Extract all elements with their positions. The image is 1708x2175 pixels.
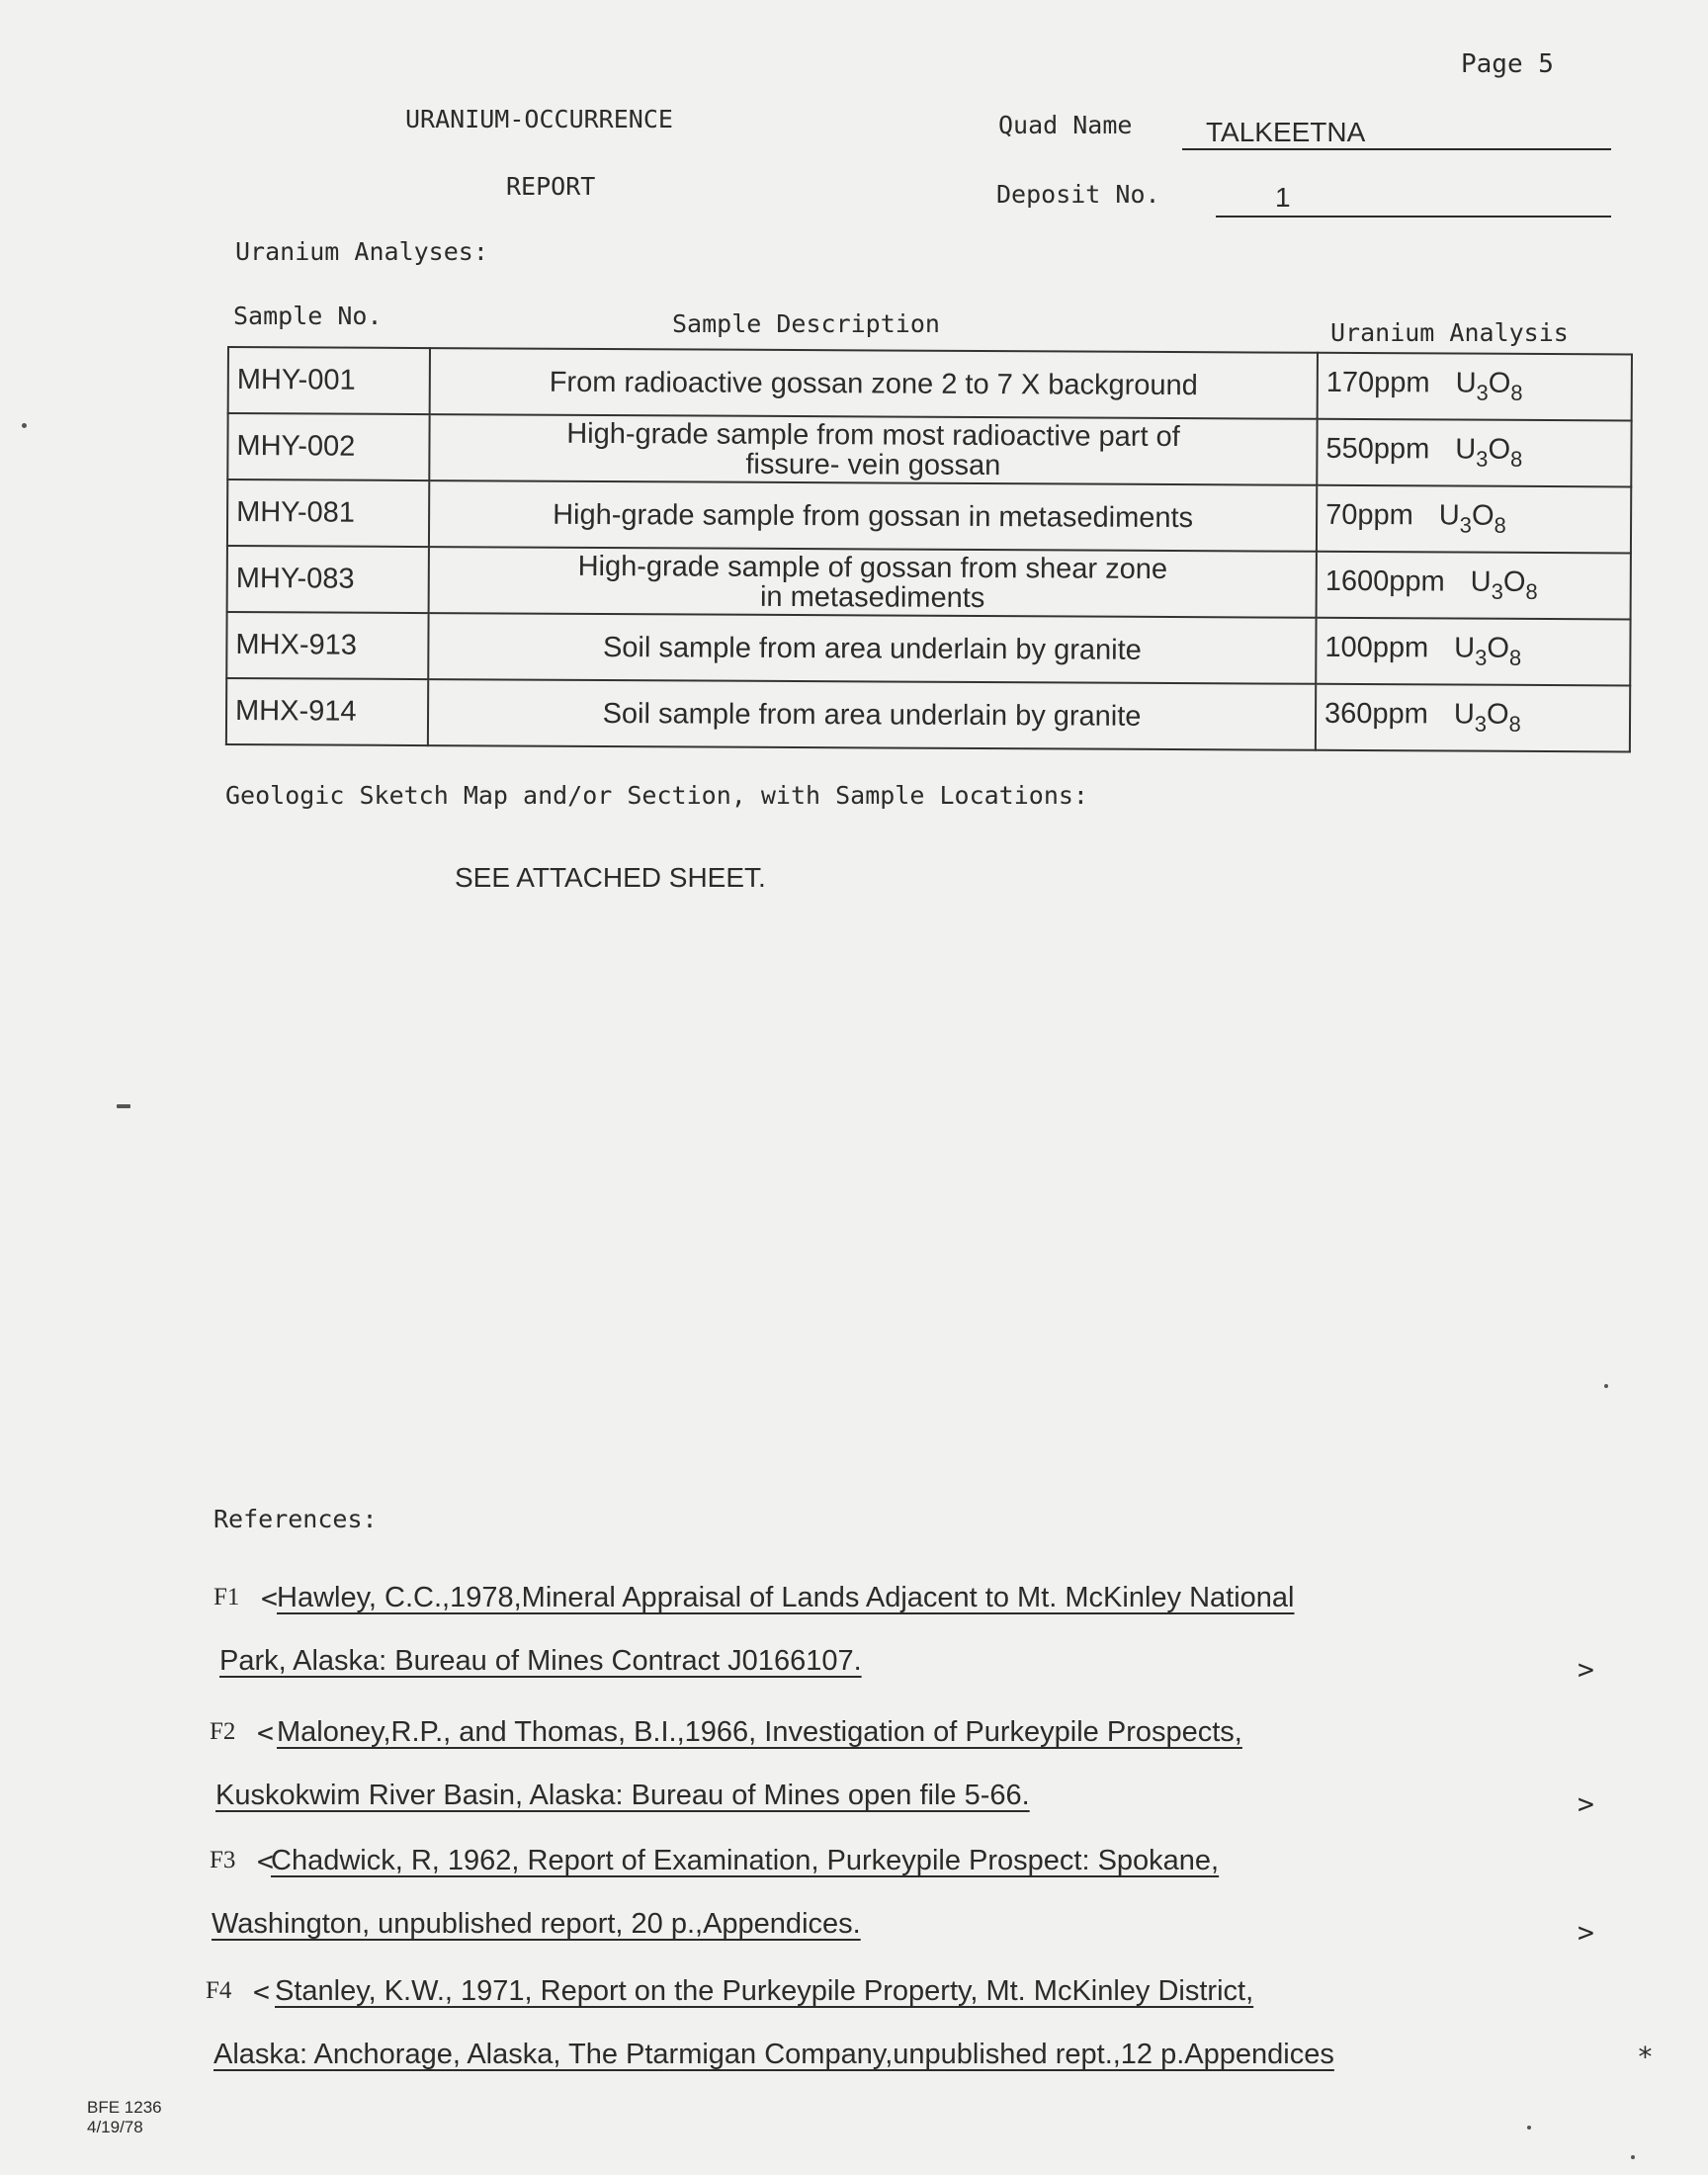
formula-element: O <box>1488 367 1511 399</box>
reference-line <box>277 1716 1242 1749</box>
sample-number-cell: MHY-001 <box>228 347 430 414</box>
formula-element: U <box>1453 698 1475 731</box>
formula-subscript: 3 <box>1475 645 1488 670</box>
sample-number-cell: MHY-081 <box>227 479 429 547</box>
reference-text: Park, Alaska: Bureau of Mines Contract J0166107. <box>219 1645 862 1677</box>
reference-line <box>212 1908 861 1941</box>
analysis-value: 70ppm <box>1325 498 1413 532</box>
reference-text: Alaska: Anchorage, Alaska, The Ptarmigan Company,unpublished rept.,12 p.Appendices <box>214 2039 1334 2070</box>
table-row <box>226 678 1630 751</box>
reference-text: Kuskokwim River Basin, Alaska: Bureau of Mines open file 5-66. <box>215 1780 1030 1811</box>
table-row <box>227 479 1631 553</box>
uranium-analyses-table <box>225 346 1633 752</box>
formula-subscript: 8 <box>1525 578 1538 604</box>
sample-description-cell <box>429 547 1317 618</box>
description-line: From radioactive gossan zone 2 to 7 X background <box>549 366 1198 401</box>
asterisk-mark: * <box>1637 2041 1654 2073</box>
scan-speck <box>1631 2155 1635 2159</box>
reference-line <box>214 2039 1334 2071</box>
uranium-analysis-cell <box>1317 419 1631 487</box>
analysis-value: 360ppm <box>1324 697 1428 731</box>
description-line: Soil sample from area underlain by granite <box>602 631 1142 666</box>
form-title: URANIUM-OCCURRENCE <box>405 105 673 133</box>
sample-number-cell: MHX-913 <box>226 612 428 679</box>
uranium-analysis-cell <box>1317 552 1631 620</box>
sample-description-cell <box>429 414 1317 485</box>
uranium-analysis-cell <box>1318 353 1632 421</box>
description-line: fissure- vein gossan <box>745 448 1001 481</box>
reference-open-mark: < <box>257 1716 274 1749</box>
reference-code: F2 <box>210 1718 236 1745</box>
deposit-number-field: 1 <box>1216 182 1611 218</box>
uranium-analysis-cell <box>1316 684 1630 752</box>
analysis-value: 1600ppm <box>1324 565 1445 598</box>
formula-subscript: 3 <box>1491 578 1503 604</box>
deposit-number-label: Deposit No. <box>996 180 1160 209</box>
description-line: High-grade sample from most radioactive part of <box>566 417 1180 453</box>
reference-open-mark: < <box>253 1975 270 2008</box>
formula-element: O <box>1488 433 1511 466</box>
sample-description-cell <box>428 613 1316 684</box>
table-row <box>226 612 1630 685</box>
formula-element: O <box>1486 698 1509 731</box>
formula-subscript: 3 <box>1474 711 1488 737</box>
reference-text: Washington, unpublished report, 20 p.,Appendices. <box>212 1908 861 1940</box>
formula-element: O <box>1487 632 1510 664</box>
formula-element: O <box>1502 566 1526 598</box>
form-code: BFE 1236 <box>87 2098 162 2117</box>
reference-text: Maloney,R.P., and Thomas, B.I.,1966, Investigation of Purkeypile Prospects, <box>277 1716 1242 1748</box>
reference-close-mark: > <box>1578 1916 1594 1949</box>
formula-subscript: 8 <box>1510 380 1523 405</box>
u3o8-formula <box>1454 632 1522 670</box>
reference-line <box>271 1845 1219 1877</box>
reference-line <box>215 1780 1030 1812</box>
formula-subscript: 3 <box>1476 446 1489 472</box>
formula-element: U <box>1455 433 1477 466</box>
scan-speck <box>117 1104 130 1108</box>
column-header-sample-description: Sample Description <box>672 309 940 338</box>
reference-text: Stanley, K.W., 1971, Report on the Purkeypile Property, Mt. McKinley District, <box>275 1975 1254 2007</box>
reference-code: F4 <box>206 1977 232 2004</box>
form-code-stamp <box>87 2098 162 2137</box>
reference-text: Hawley, C.C.,1978,Mineral Appraisal of Lands Adjacent to Mt. McKinley National <box>277 1582 1295 1613</box>
uranium-analysis-cell <box>1317 485 1631 554</box>
sample-description-cell <box>429 480 1317 552</box>
formula-subscript: 3 <box>1459 512 1473 538</box>
sample-number-cell: MHX-914 <box>226 678 428 745</box>
column-header-uranium-analysis: Uranium Analysis <box>1330 318 1569 347</box>
table-row <box>227 413 1631 486</box>
sample-number-cell: MHY-083 <box>227 546 429 613</box>
form-date: 4/19/78 <box>87 2118 143 2136</box>
sketch-map-note: SEE ATTACHED SHEET. <box>455 862 766 893</box>
analysis-value: 100ppm <box>1324 631 1429 664</box>
uranium-analyses-heading: Uranium Analyses: <box>235 237 488 266</box>
references-heading: References: <box>214 1505 378 1533</box>
formula-element: U <box>1454 632 1476 664</box>
page-number: Page 5 <box>1461 49 1554 79</box>
u3o8-formula <box>1455 433 1523 472</box>
u3o8-formula <box>1455 367 1523 405</box>
description-line: High-grade sample from gossan in metasediments <box>553 498 1194 534</box>
reference-line <box>275 1975 1253 2008</box>
table-row <box>227 546 1631 619</box>
uranium-analysis-cell <box>1316 618 1630 686</box>
reference-code: F1 <box>214 1584 240 1610</box>
column-header-sample-no: Sample No. <box>233 302 383 330</box>
description-line: High-grade sample of gossan from shear zone <box>577 550 1168 585</box>
sample-description-cell <box>428 679 1316 750</box>
description-line: Soil sample from area underlain by granite <box>602 697 1142 733</box>
formula-element: O <box>1471 499 1494 532</box>
sketch-map-heading: Geologic Sketch Map and/or Section, with Sample Locations: <box>225 781 1088 810</box>
description-line: in metasediments <box>759 580 985 614</box>
sample-description-cell <box>430 348 1318 419</box>
analysis-value: 550ppm <box>1325 432 1430 466</box>
reference-open-mark: < <box>261 1582 278 1614</box>
formula-element: U <box>1470 566 1492 598</box>
scan-speck <box>1604 1384 1608 1388</box>
formula-subscript: 3 <box>1476 380 1489 405</box>
quad-name-label: Quad Name <box>998 111 1133 139</box>
scan-speck <box>22 423 27 428</box>
form-subtitle: REPORT <box>506 172 596 201</box>
formula-element: U <box>1438 499 1460 532</box>
reference-close-mark: > <box>1578 1787 1594 1820</box>
u3o8-formula <box>1438 499 1506 538</box>
reference-line <box>277 1582 1294 1614</box>
formula-subscript: 8 <box>1509 446 1523 472</box>
analysis-value: 170ppm <box>1325 366 1430 399</box>
table-row <box>228 347 1632 420</box>
scan-speck <box>1527 2126 1531 2130</box>
reference-close-mark: > <box>1578 1653 1594 1686</box>
quad-name-field: TALKEETNA <box>1182 117 1611 150</box>
formula-element: U <box>1455 367 1477 399</box>
reference-line <box>219 1645 862 1678</box>
u3o8-formula <box>1470 566 1538 604</box>
formula-subscript: 8 <box>1494 512 1506 538</box>
u3o8-formula <box>1453 698 1521 737</box>
sample-number-cell: MHY-002 <box>227 413 429 480</box>
reference-code: F3 <box>210 1847 236 1873</box>
formula-subscript: 8 <box>1508 645 1522 670</box>
reference-text: Chadwick, R, 1962, Report of Examination, Purkeypile Prospect: Spokane, <box>271 1845 1220 1876</box>
formula-subscript: 8 <box>1508 711 1521 737</box>
reference-open-mark: < <box>257 1845 274 1877</box>
